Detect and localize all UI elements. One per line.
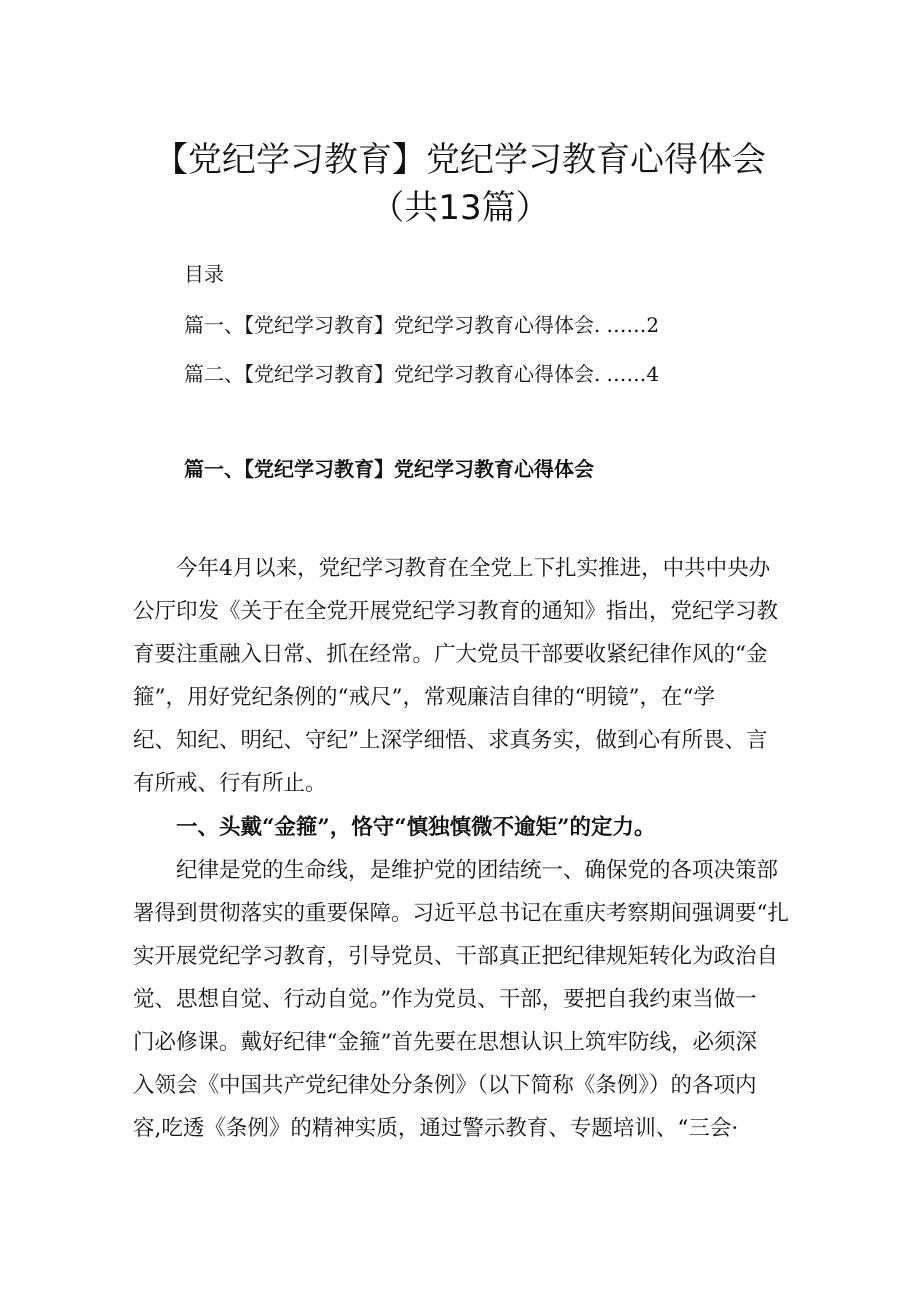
- body-line: 门必修课。戴好纪律“金箍”首先要在思想认识上筑牢防线，必须深: [133, 1030, 757, 1055]
- document-title: 【党纪学习教育】党纪学习教育心得体会: [154, 140, 766, 180]
- body-line: 容,吃透《条例》的精神实质，通过警示教育、专题培训、“三会·: [133, 1116, 739, 1141]
- toc-item-label: 篇二、【党纪学习教育】党纪学习教育心得体会.: [184, 362, 601, 386]
- toc-item-page: 4: [646, 362, 660, 386]
- body-line: 今年4月以来，党纪学习教育在全党上下扎实推进，中共中央办: [133, 556, 771, 581]
- document-subtitle: （共13篇）: [370, 188, 550, 228]
- body-line: 纪律是党的生命线，是维护党的团结统一、确保党的各项决策部: [133, 858, 779, 883]
- body-line: 箍”，用好党纪条例的“戒尺”，常观廉洁自律的“明镜”，在“学: [133, 685, 715, 710]
- toc-heading: 目录: [184, 262, 224, 286]
- toc-item[interactable]: [184, 313, 659, 337]
- toc-item-leader: ……: [606, 362, 647, 386]
- body-line: 实开展党纪学习教育，引导党员、干部真正把纪律规矩转化为政治自: [133, 944, 779, 969]
- body-line: 育要注重融入日常、抓在经常。广大党员干部要收紧纪律作风的“金: [133, 642, 768, 667]
- body-heading: 一、头戴“金箍”，恪守“慎独慎微不逾矩”的定力。: [133, 815, 656, 840]
- toc-item-page: 2: [646, 313, 660, 337]
- body-line: 公厅印发《关于在全党开展党纪学习教育的通知》指出，党纪学习教: [133, 599, 779, 624]
- section-title: 篇一、【党纪学习教育】党纪学习教育心得体会: [184, 457, 594, 481]
- toc-item-leader: ……: [606, 313, 647, 337]
- body-line: 署得到贯彻落实的重要保障。习近平总书记在重庆考察期间强调要“扎: [133, 901, 789, 926]
- body-line: 觉、思想自觉、行动自觉。”作为党员、干部，要把自我约束当做一: [133, 987, 757, 1012]
- body-line: 有所戒、行有所止。: [133, 771, 327, 796]
- body-line: 纪、知纪、明纪、守纪”上深学细悟、求真务实，做到心有所畏、言: [133, 728, 768, 753]
- toc-item[interactable]: [184, 362, 659, 386]
- body-line: 入领会《中国共产党纪律处分条例》（以下简称《条例》）的各项内: [133, 1073, 757, 1098]
- toc-item-label: 篇一、【党纪学习教育】党纪学习教育心得体会.: [184, 313, 601, 337]
